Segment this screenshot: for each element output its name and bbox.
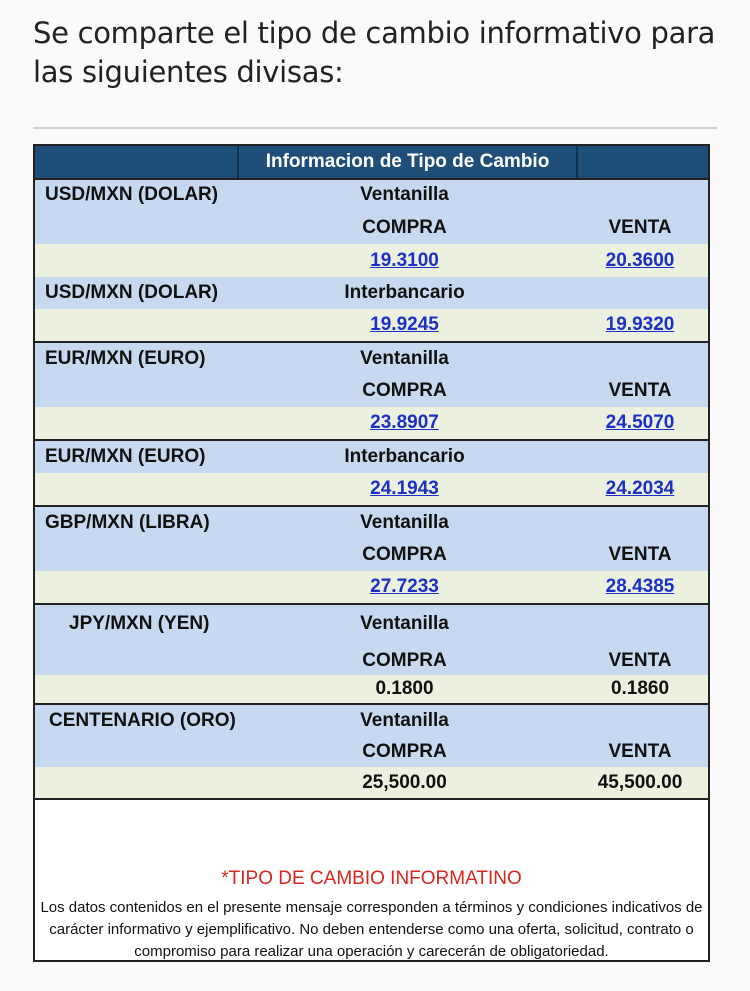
sell-label: VENTA [608, 650, 672, 671]
rate-type: Interbancario [344, 282, 465, 303]
buy-rate: 0.1800 [375, 678, 434, 699]
table-row [35, 737, 708, 767]
buy-label: COMPRA [362, 650, 447, 671]
section-eur-interbancario [35, 441, 708, 507]
sell-rate-link[interactable]: 28.4385 [605, 576, 675, 597]
intro-text: Se comparte el tipo de cambio informativo para las siguientes divisas: [33, 16, 716, 89]
buy-label: COMPRA [362, 217, 447, 238]
rate-type: Ventanilla [360, 348, 449, 369]
rate-type: Interbancario [344, 446, 465, 467]
section-gbp-ventanilla [35, 507, 708, 605]
table-row [35, 277, 708, 309]
buy-label: COMPRA [362, 380, 447, 401]
sell-label: VENTA [608, 380, 672, 401]
table-row [35, 309, 708, 341]
sell-label: VENTA [608, 741, 672, 762]
rate-type: Ventanilla [360, 184, 449, 205]
sell-label: VENTA [608, 544, 672, 565]
table-row [35, 375, 708, 407]
buy-rate-link[interactable]: 19.9245 [370, 314, 439, 335]
buy-rate: 25,500.00 [362, 772, 447, 793]
table-row [35, 473, 708, 505]
sell-label: VENTA [608, 217, 672, 238]
divider [33, 127, 717, 129]
table-row [35, 212, 708, 244]
table-row [35, 244, 708, 277]
table-header [35, 146, 708, 180]
table-row [35, 407, 708, 439]
sell-rate-link[interactable]: 24.2034 [605, 478, 675, 499]
buy-label: COMPRA [362, 544, 447, 565]
currency-label: EUR/MXN (EURO) [45, 348, 206, 369]
buy-rate-link[interactable]: 23.8907 [370, 412, 439, 433]
currency-label: JPY/MXN (YEN) [69, 613, 210, 634]
table-row [35, 767, 708, 798]
sell-rate-link[interactable]: 20.3600 [605, 250, 675, 271]
rate-type: Ventanilla [360, 512, 449, 533]
rate-type: Ventanilla [360, 613, 449, 634]
table-row [35, 507, 708, 539]
disclaimer-title: *TIPO DE CAMBIO INFORMATINO [221, 868, 522, 889]
disclaimer-text: Los datos contenidos en el presente mensaje corresponden a términos y condiciones indicativos de carácter informativo y ejemplificativo. No deben entenderse como una oferta, solicitud, contrato o compromiso para realizar una operación y carecerán de obligatoriedad. [40, 899, 703, 960]
table-row [35, 180, 708, 212]
table-row [35, 539, 708, 571]
table-row [35, 643, 708, 675]
table-row [35, 605, 708, 643]
disclaimer-section [35, 800, 708, 960]
sell-rate-link[interactable]: 19.9320 [605, 314, 675, 335]
currency-label: USD/MXN (DOLAR) [45, 184, 219, 205]
rate-type: Ventanilla [360, 710, 449, 731]
table-row [35, 441, 708, 473]
table-title: Informacion de Tipo de Cambio [237, 146, 578, 178]
currency-label: GBP/MXN (LIBRA) [45, 512, 210, 533]
sell-rate-link[interactable]: 24.5070 [605, 412, 675, 433]
section-eur-ventanilla [35, 343, 708, 441]
section-centenario-ventanilla [35, 705, 708, 800]
section-usd-interbancario [35, 277, 708, 343]
section-usd-ventanilla [35, 180, 708, 277]
table-row [35, 675, 708, 703]
section-jpy-ventanilla [35, 605, 708, 705]
currency-label: EUR/MXN (EURO) [45, 446, 206, 467]
sell-rate: 45,500.00 [597, 772, 683, 793]
table-row [35, 705, 708, 737]
table-row [35, 571, 708, 603]
exchange-rate-table [33, 144, 710, 962]
table-row [35, 343, 708, 375]
sell-rate: 0.1860 [610, 678, 670, 699]
buy-label: COMPRA [362, 741, 447, 762]
buy-rate-link[interactable]: 24.1943 [370, 478, 439, 499]
buy-rate-link[interactable]: 19.3100 [370, 250, 439, 271]
currency-label: CENTENARIO (ORO) [49, 710, 236, 731]
currency-label: USD/MXN (DOLAR) [45, 282, 219, 303]
buy-rate-link[interactable]: 27.7233 [370, 576, 439, 597]
